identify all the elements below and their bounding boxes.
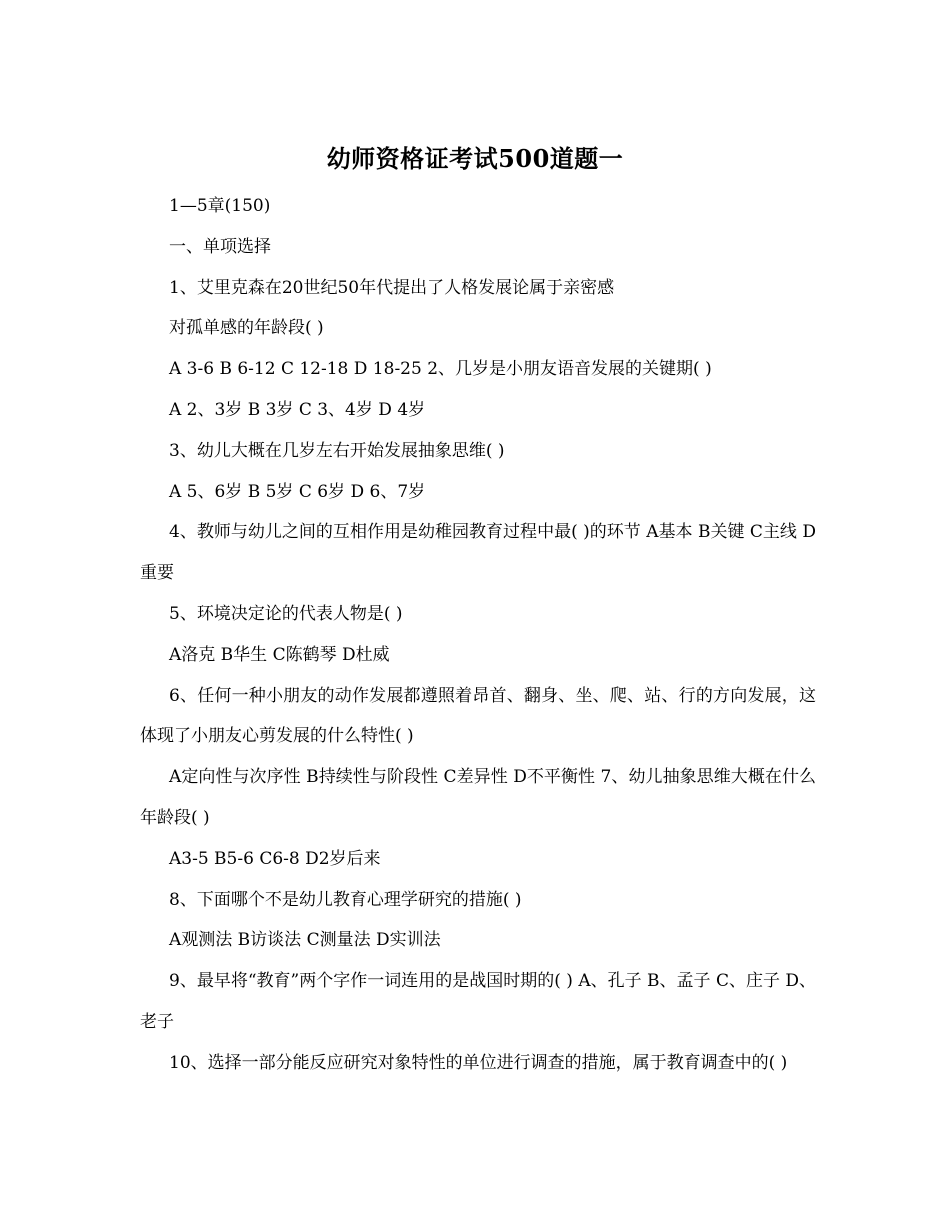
question-1-continued: 对孤单感的年龄段( ): [169, 318, 324, 339]
question-4-with-options: 4、教师与幼儿之间的互相作用是幼稚园教育过程中最( )的环节 A基本 B关键 C主线 D重要: [140, 522, 816, 584]
options-1-and-question-2: A 3-6 B 6-12 C 12-18 D 18-25 2、几岁是小朋友语音发展的关键期( ): [169, 359, 712, 380]
question-8: 8、下面哪个不是幼儿教育心理学研究的措施( ): [169, 889, 522, 910]
chapter-range: 1—5章(150): [169, 196, 271, 216]
document-title: 幼师资格证考试500道题一: [326, 144, 624, 173]
options-3: A 5、6岁 B 5岁 C 6岁 D 6、7岁: [169, 481, 426, 502]
question-9-with-options: 9、最早将“教育”两个字作一词连用的是战国时期的( ) A、孔子 B、孟子 C、庄子 D、老子: [140, 971, 816, 1032]
document-body: [140, 186, 816, 1084]
options-5: A洛克 B华生 C陈鹤琴 D杜威: [169, 644, 390, 665]
options-7: A3-5 B5-6 C6-8 D2岁后来: [169, 848, 381, 869]
options-8: A观测法 B访谈法 C测量法 D实训法: [169, 930, 441, 951]
section-heading: 一、单项选择: [169, 236, 271, 257]
options-6-and-question-7: A定向性与次序性 B持续性与阶段性 C差异性 D不平衡性 7、幼儿抽象思维大概在什么年龄段( ): [140, 767, 816, 828]
question-3: 3、幼儿大概在几岁左右开始发展抽象思维( ): [169, 440, 505, 461]
question-1: 1、艾里克森在20世纪50年代提出了人格发展论属于亲密感: [169, 277, 615, 298]
question-6: 6、任何一种小朋友的动作发展都遵照着昂首、翻身、坐、爬、站、行的方向发展，这体现了小朋友心剪发展的什么特性( ): [140, 685, 816, 747]
question-10: 10、选择一部分能反应研究对象特性的单位进行调查的措施，属于教育调查中的( ): [169, 1052, 788, 1073]
question-5: 5、环境决定论的代表人物是( ): [169, 603, 403, 624]
options-2: A 2、3岁 B 3岁 C 3、4岁 D 4岁: [169, 399, 426, 420]
